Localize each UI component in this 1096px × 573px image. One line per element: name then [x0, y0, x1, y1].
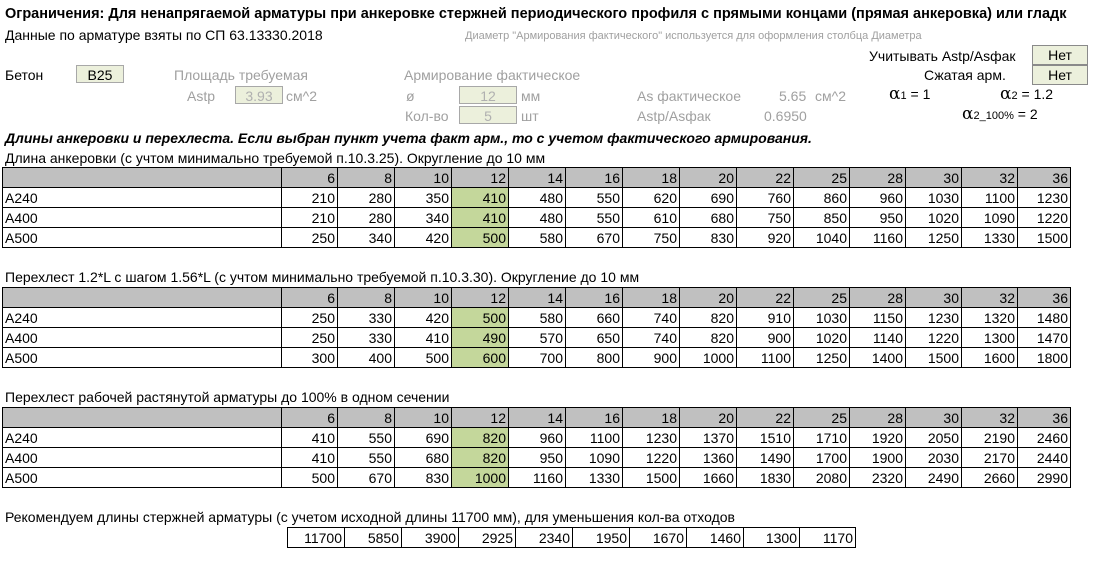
- length-cell: 1150: [850, 308, 906, 328]
- length-cell: 1090: [962, 208, 1018, 228]
- empty-cell: [75, 348, 282, 368]
- length-cell: 690: [680, 188, 737, 208]
- length-cell: 570: [509, 328, 566, 348]
- as-fact-value: 5.65: [779, 88, 807, 104]
- empty-cell: [75, 208, 282, 228]
- length-cell: 250: [282, 308, 338, 328]
- diameter-header: 6: [282, 408, 338, 428]
- length-cell: 250: [282, 228, 338, 248]
- length-cell: 860: [794, 188, 850, 208]
- diameter-symbol: ø: [406, 88, 415, 104]
- length-cell: 920: [737, 228, 794, 248]
- length-cell: 410: [452, 208, 509, 228]
- length-cell: 420: [395, 228, 452, 248]
- length-cell: 1660: [680, 468, 737, 488]
- length-cell: 500: [452, 228, 509, 248]
- length-cell: 1360: [680, 448, 737, 468]
- astr-unit: см^2: [286, 88, 317, 104]
- diameter-header: 14: [509, 288, 566, 308]
- length-cell: 600: [452, 348, 509, 368]
- length-cell: 1320: [962, 308, 1018, 328]
- diameter-header: 30: [906, 408, 962, 428]
- length-cell: 480: [509, 188, 566, 208]
- length-cell: 1160: [850, 228, 906, 248]
- diameter-header: 10: [395, 288, 452, 308]
- compressed-select[interactable]: Нет: [1032, 65, 1088, 85]
- length-cell: 330: [338, 328, 395, 348]
- length-cell: 500: [395, 348, 452, 368]
- length-cell: 900: [623, 348, 680, 368]
- diameter-header: 10: [395, 168, 452, 188]
- count-input[interactable]: 5: [459, 106, 517, 124]
- table-row: [3, 348, 1071, 368]
- length-cell: 1900: [850, 448, 906, 468]
- length-cell: 210: [282, 188, 338, 208]
- length-cell: 1480: [1018, 308, 1071, 328]
- length-cell: 1020: [906, 208, 962, 228]
- length-cell: 1490: [737, 448, 794, 468]
- header-row: [3, 288, 1071, 308]
- length-cell: 580: [509, 308, 566, 328]
- length-cell: 550: [566, 188, 623, 208]
- length-cell: 500: [282, 468, 338, 488]
- length-cell: 820: [680, 328, 737, 348]
- alpha-symbol: α: [1000, 84, 1012, 104]
- length-cell: 650: [566, 328, 623, 348]
- length-cell: 2320: [850, 468, 906, 488]
- alpha2-value: [1000, 85, 1053, 105]
- diameter-header: 30: [906, 288, 962, 308]
- recommended-length: 5850: [345, 528, 402, 548]
- length-cell: 700: [509, 348, 566, 368]
- count-label: Кол-во: [405, 108, 449, 124]
- header-row: [3, 168, 1071, 188]
- length-cell: 1920: [850, 428, 906, 448]
- recommend-caption: Рекомендуем длины стержней арматуры (с учетом исходной длины 11700 мм), для уменьшения кол-ва отходов: [5, 509, 735, 525]
- length-cell: 1140: [850, 328, 906, 348]
- length-cell: 1370: [680, 428, 737, 448]
- diameter-header: 22: [737, 408, 794, 428]
- length-cell: 1500: [623, 468, 680, 488]
- recommended-length: 1460: [687, 528, 744, 548]
- length-cell: 1230: [623, 428, 680, 448]
- rebar-class: A400: [3, 448, 75, 468]
- rebar-class: A240: [3, 188, 75, 208]
- alpha-equals: = 1.2: [1017, 86, 1054, 102]
- length-cell: 340: [338, 228, 395, 248]
- length-cell: 2490: [906, 468, 962, 488]
- length-cell: 1470: [1018, 328, 1071, 348]
- table-row: [3, 208, 1071, 228]
- length-cell: 2460: [1018, 428, 1071, 448]
- diameter-header: 14: [509, 408, 566, 428]
- recommended-length: 11700: [288, 528, 345, 548]
- length-cell: 1800: [1018, 348, 1071, 368]
- length-cell: 670: [566, 228, 623, 248]
- diameter-note: Диаметр "Армирования фактического" используется для оформления столбца Диаметра: [465, 30, 922, 42]
- length-cell: 670: [338, 468, 395, 488]
- recommended-length: 2340: [516, 528, 573, 548]
- diameter-header: 32: [962, 408, 1018, 428]
- length-cell: 1100: [566, 428, 623, 448]
- length-cell: 610: [623, 208, 680, 228]
- diameter-header: 12: [452, 408, 509, 428]
- recommended-length: 1170: [800, 528, 856, 548]
- diameter-header: 20: [680, 408, 737, 428]
- table-row: [3, 308, 1071, 328]
- diameter-header: 25: [794, 408, 850, 428]
- length-cell: 1250: [794, 348, 850, 368]
- length-cell: 1100: [962, 188, 1018, 208]
- header-empty: [3, 288, 75, 308]
- diameter-header: 18: [623, 288, 680, 308]
- lap-caption: Перехлест 1.2*L с шагом 1.56*L (с учтом минимально требуемой п.10.3.30). Округление до 10 мм: [5, 269, 640, 285]
- length-cell: 280: [338, 188, 395, 208]
- length-cell: 690: [395, 428, 452, 448]
- anchorage-caption: Длина анкеровки (с учтом минимально требуемой п.10.3.25). Округление до 10 мм: [5, 150, 546, 166]
- length-cell: 490: [452, 328, 509, 348]
- length-cell: 500: [452, 308, 509, 328]
- table-row: [3, 228, 1071, 248]
- length-cell: 1040: [794, 228, 850, 248]
- diameter-header: 8: [338, 408, 395, 428]
- diameter-header: 32: [962, 288, 1018, 308]
- empty-cell: [75, 468, 282, 488]
- recommended-length: 2925: [459, 528, 516, 548]
- rebar-class: A240: [3, 308, 75, 328]
- header-empty: [3, 168, 75, 188]
- length-cell: 1500: [1018, 228, 1071, 248]
- diameter-header: 12: [452, 288, 509, 308]
- length-cell: 420: [395, 308, 452, 328]
- compressed-label: Сжатая арм.: [924, 67, 1006, 83]
- length-cell: 1160: [509, 468, 566, 488]
- length-cell: 1030: [906, 188, 962, 208]
- length-cell: 1330: [962, 228, 1018, 248]
- consider-ratio-select[interactable]: Нет: [1032, 45, 1088, 65]
- ratio-label: Astp/Asфак: [637, 108, 711, 124]
- diameter-header: 8: [338, 168, 395, 188]
- length-cell: 1400: [850, 348, 906, 368]
- length-cell: 1030: [794, 308, 850, 328]
- length-cell: 950: [509, 448, 566, 468]
- length-cell: 2080: [794, 468, 850, 488]
- length-cell: 1700: [794, 448, 850, 468]
- length-cell: 210: [282, 208, 338, 228]
- diameter-header: 36: [1018, 408, 1071, 428]
- header-empty: [3, 408, 75, 428]
- length-cell: 550: [338, 428, 395, 448]
- length-cell: 2170: [962, 448, 1018, 468]
- astr-label: Astp: [187, 88, 216, 104]
- length-cell: 1510: [737, 428, 794, 448]
- diameter-header: 16: [566, 168, 623, 188]
- diameter-header: 28: [850, 168, 906, 188]
- length-cell: 280: [338, 208, 395, 228]
- diameter-header: 36: [1018, 288, 1071, 308]
- length-cell: 1300: [962, 328, 1018, 348]
- recommended-length: 1300: [744, 528, 800, 548]
- length-cell: 550: [338, 448, 395, 468]
- length-cell: 830: [680, 228, 737, 248]
- diameter-header: 18: [623, 408, 680, 428]
- length-cell: 750: [623, 228, 680, 248]
- header-empty: [75, 168, 282, 188]
- diameter-header: 36: [1018, 168, 1071, 188]
- length-cell: 340: [395, 208, 452, 228]
- length-cell: 300: [282, 348, 338, 368]
- length-cell: 820: [680, 308, 737, 328]
- diameter-header: 25: [794, 168, 850, 188]
- alpha-subscript: 2_100%: [973, 110, 1014, 122]
- lap100-caption: Перехлест рабочей растянутой арматуры до 100% в одном сечении: [5, 389, 450, 405]
- length-cell: 1250: [906, 228, 962, 248]
- length-cell: 1100: [737, 348, 794, 368]
- empty-cell: [75, 308, 282, 328]
- empty-cell: [75, 228, 282, 248]
- length-cell: 1600: [962, 348, 1018, 368]
- diameter-header: 25: [794, 288, 850, 308]
- alpha-symbol: α: [889, 84, 901, 104]
- length-cell: 1330: [566, 468, 623, 488]
- length-cell: 1220: [623, 448, 680, 468]
- diameter-header: 16: [566, 408, 623, 428]
- length-cell: 1000: [680, 348, 737, 368]
- alpha1-value: [889, 85, 930, 105]
- length-cell: 550: [566, 208, 623, 228]
- diameter-header: 32: [962, 168, 1018, 188]
- alpha-subscript: 2: [1011, 90, 1018, 102]
- length-cell: 740: [623, 308, 680, 328]
- length-cell: 680: [395, 448, 452, 468]
- length-cell: 2030: [906, 448, 962, 468]
- rebar-class: A400: [3, 208, 75, 228]
- recommended-length: 1670: [630, 528, 687, 548]
- length-cell: 480: [509, 208, 566, 228]
- diameter-input[interactable]: 12: [459, 86, 517, 104]
- header-empty: [75, 288, 282, 308]
- diameter-header: 10: [395, 408, 452, 428]
- rebar-class: A500: [3, 228, 75, 248]
- length-cell: 950: [850, 208, 906, 228]
- concrete-input[interactable]: B25: [76, 65, 124, 83]
- diameter-header: 16: [566, 288, 623, 308]
- length-cell: 820: [452, 448, 509, 468]
- length-cell: 660: [566, 308, 623, 328]
- ratio-value: 0.6950: [764, 108, 807, 124]
- length-cell: 1220: [1018, 208, 1071, 228]
- diameter-header: 6: [282, 288, 338, 308]
- as-fact-unit: см^2: [815, 88, 846, 104]
- alpha2-100-value: [962, 105, 1038, 125]
- length-cell: 2660: [962, 468, 1018, 488]
- diameter-header: 28: [850, 408, 906, 428]
- length-cell: 410: [452, 188, 509, 208]
- table-row: [3, 188, 1071, 208]
- length-cell: 580: [509, 228, 566, 248]
- length-cell: 2190: [962, 428, 1018, 448]
- length-cell: 410: [282, 448, 338, 468]
- length-cell: 1830: [737, 468, 794, 488]
- table-row: [3, 428, 1071, 448]
- recommend-table: [287, 527, 856, 548]
- length-cell: 330: [338, 308, 395, 328]
- as-fact-label: As фактическое: [637, 88, 741, 104]
- length-cell: 2440: [1018, 448, 1071, 468]
- anchorage-table: [2, 167, 1071, 248]
- alpha-symbol: α: [962, 104, 974, 124]
- alpha-subscript: 1: [900, 90, 907, 102]
- consider-ratio-label: Учитывать Astp/Asфак: [869, 48, 1016, 64]
- astr-value: 3.93: [235, 86, 283, 104]
- table-row: [288, 528, 856, 548]
- source-note: Данные по арматуре взяты по СП 63.13330.2018: [5, 27, 323, 43]
- empty-cell: [75, 328, 282, 348]
- rebar-class: A240: [3, 428, 75, 448]
- length-cell: 740: [623, 328, 680, 348]
- header-row: [3, 408, 1071, 428]
- diameter-header: 22: [737, 288, 794, 308]
- table-row: [3, 328, 1071, 348]
- rebar-class: A500: [3, 468, 75, 488]
- concrete-label: Бетон: [5, 67, 44, 83]
- length-cell: 1220: [906, 328, 962, 348]
- length-cell: 1230: [1018, 188, 1071, 208]
- diameter-header: 30: [906, 168, 962, 188]
- length-cell: 350: [395, 188, 452, 208]
- actual-reinforcement-label: Армирование фактическое: [404, 67, 581, 83]
- length-cell: 750: [737, 208, 794, 228]
- length-cell: 400: [338, 348, 395, 368]
- diameter-header: 28: [850, 288, 906, 308]
- empty-cell: [75, 448, 282, 468]
- length-cell: 1230: [906, 308, 962, 328]
- length-cell: 1090: [566, 448, 623, 468]
- length-cell: 620: [623, 188, 680, 208]
- length-cell: 900: [737, 328, 794, 348]
- length-cell: 1020: [794, 328, 850, 348]
- length-cell: 830: [395, 468, 452, 488]
- length-cell: 2050: [906, 428, 962, 448]
- diameter-header: 14: [509, 168, 566, 188]
- diameter-header: 8: [338, 288, 395, 308]
- length-cell: 410: [282, 428, 338, 448]
- area-required-label: Площадь требуемая: [174, 67, 308, 83]
- section-title: Длины анкеровки и перехлеста. Если выбран пункт учета факт арм., то с учетом фактического армирования.: [5, 130, 812, 146]
- length-cell: 410: [395, 328, 452, 348]
- rebar-class: A400: [3, 328, 75, 348]
- page-title: Ограничения: Для ненапрягаемой арматуры при анкеровке стержней периодического профиля с прямыми концами (прямая анкеровка) или гладк: [5, 6, 1067, 22]
- length-cell: 250: [282, 328, 338, 348]
- length-cell: 850: [794, 208, 850, 228]
- length-cell: 2990: [1018, 468, 1071, 488]
- lap100-table: [2, 407, 1071, 488]
- length-cell: 800: [566, 348, 623, 368]
- table-row: [3, 468, 1071, 488]
- length-cell: 1710: [794, 428, 850, 448]
- empty-cell: [75, 428, 282, 448]
- alpha-equals: = 1: [906, 86, 931, 102]
- empty-cell: [75, 188, 282, 208]
- length-cell: 910: [737, 308, 794, 328]
- length-cell: 680: [680, 208, 737, 228]
- length-cell: 1000: [452, 468, 509, 488]
- diameter-unit: мм: [521, 88, 541, 104]
- recommended-length: 1950: [573, 528, 630, 548]
- diameter-header: 20: [680, 168, 737, 188]
- alpha-equals: = 2: [1013, 106, 1038, 122]
- count-unit: шт: [521, 108, 539, 124]
- header-empty: [75, 408, 282, 428]
- diameter-header: 12: [452, 168, 509, 188]
- diameter-header: 20: [680, 288, 737, 308]
- table-row: [3, 448, 1071, 468]
- length-cell: 820: [452, 428, 509, 448]
- length-cell: 960: [850, 188, 906, 208]
- length-cell: 960: [509, 428, 566, 448]
- rebar-class: A500: [3, 348, 75, 368]
- length-cell: 1500: [906, 348, 962, 368]
- lap-table: [2, 287, 1071, 368]
- diameter-header: 18: [623, 168, 680, 188]
- length-cell: 760: [737, 188, 794, 208]
- diameter-header: 22: [737, 168, 794, 188]
- diameter-header: 6: [282, 168, 338, 188]
- recommended-length: 3900: [402, 528, 459, 548]
